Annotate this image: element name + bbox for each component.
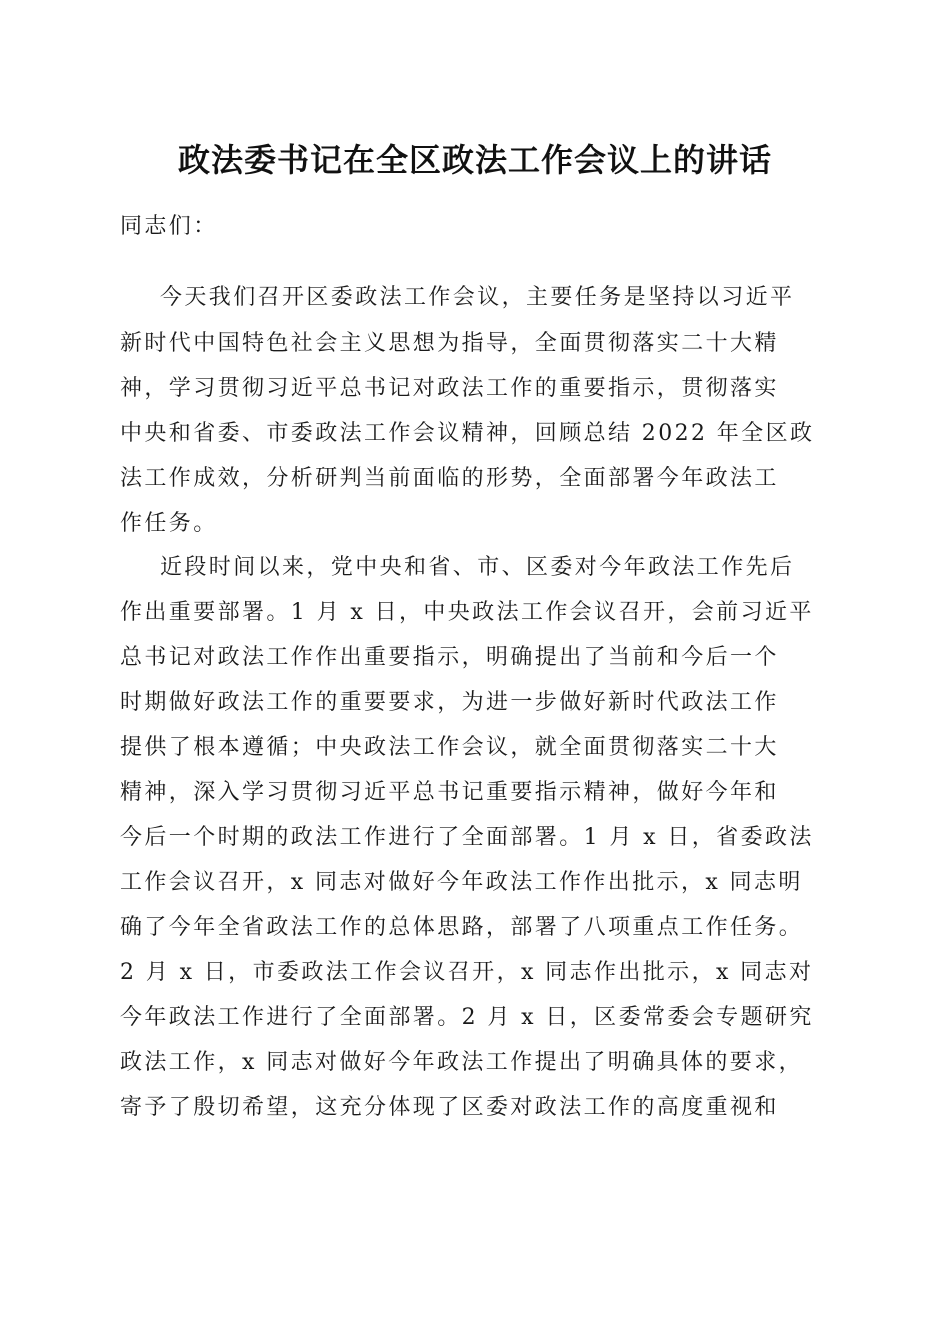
document-title: 政法委书记在全区政法工作会议上的讲话 (177, 141, 772, 179)
paragraph-line: 法工作成效，分析研判当前面临的形势，全面部署今年政法工 (120, 466, 779, 491)
paragraph-line: 政法工作，x 同志对做好今年政法工作提出了明确具体的要求， (120, 1050, 804, 1075)
paragraph-line: 今后一个时期的政法工作进行了全面部署。1 月 x 日，省委政法 (120, 825, 814, 850)
paragraph-line: 提供了根本遵循；中央政法工作会议，就全面贯彻落实二十大 (120, 735, 779, 760)
paragraph-line: 确了今年全省政法工作的总体思路，部署了八项重点工作任务。 (120, 915, 804, 940)
paragraph-line: 神，学习贯彻习近平总书记对政法工作的重要指示，贯彻落实 (120, 376, 779, 401)
paragraph-line: 工作会议召开，x 同志对做好今年政法工作作出批示，x 同志明 (120, 870, 803, 895)
paragraph-line: 总书记对政法工作作出重要指示，明确提出了当前和今后一个 (120, 645, 779, 670)
paragraph-line: 时期做好政法工作的重要要求，为进一步做好新时代政法工作 (120, 690, 779, 715)
paragraph-line: 2 月 x 日，市委政法工作会议召开，x 同志作出批示，x 同志对 (120, 960, 814, 985)
paragraph-line: 今年政法工作进行了全面部署。2 月 x 日，区委常委会专题研究 (120, 1005, 814, 1030)
paragraph-line: 新时代中国特色社会主义思想为指导，全面贯彻落实二十大精 (120, 331, 779, 356)
paragraph-line: 寄予了殷切希望，这充分体现了区委对政法工作的高度重视和 (120, 1095, 779, 1120)
paragraph-line: 作出重要部署。1 月 x 日，中央政法工作会议召开，会前习近平 (120, 600, 814, 625)
salutation: 同志们： (120, 214, 218, 239)
paragraph-line: 近段时间以来，党中央和省、市、区委对今年政法工作先后 (160, 555, 795, 580)
paragraph-line: 今天我们召开区委政法工作会议，主要任务是坚持以习近平 (160, 285, 795, 310)
paragraph-line: 作任务。 (120, 511, 218, 536)
paragraph-line: 中央和省委、市委政法工作会议精神，回顾总结 2022 年全区政 (120, 421, 815, 446)
paragraph-line: 精神，深入学习贯彻习近平总书记重要指示精神，做好今年和 (120, 780, 779, 805)
